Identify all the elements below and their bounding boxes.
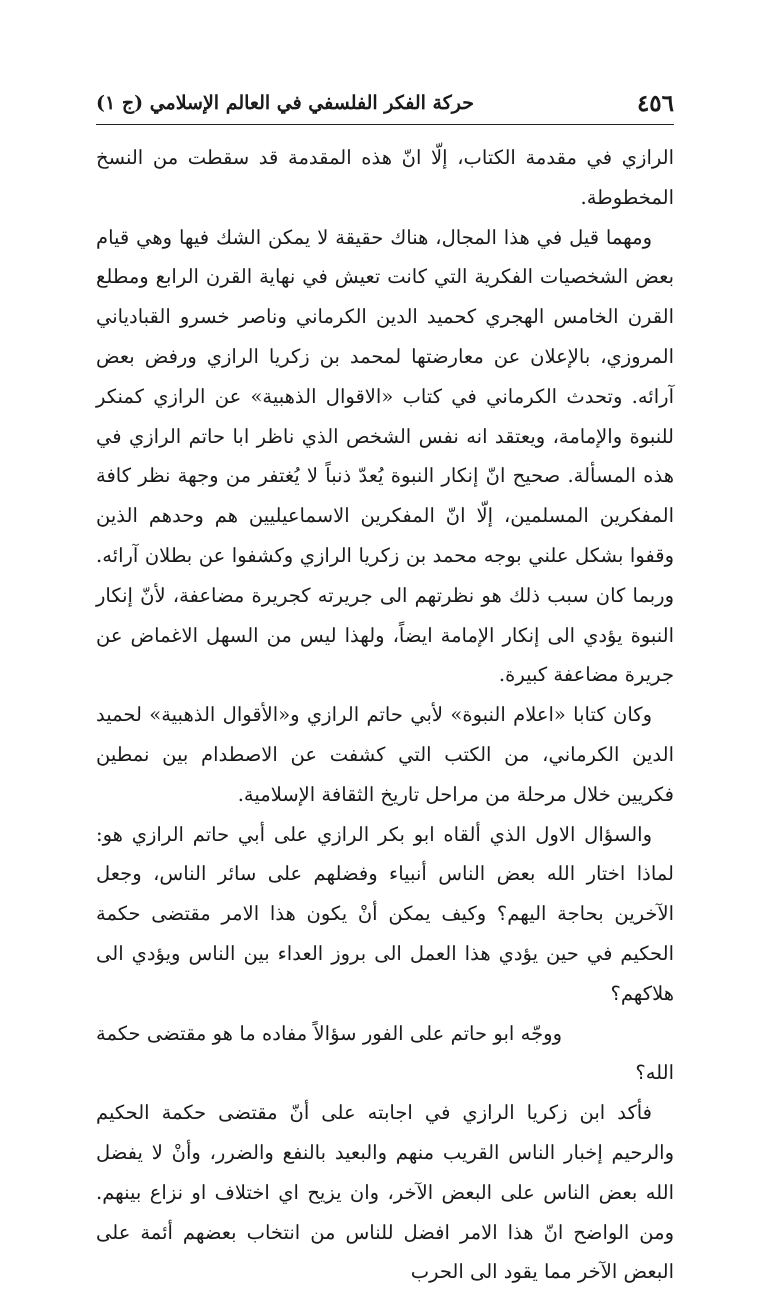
paragraph: وكان كتابا «اعلام النبوة» لأبي حاتم الرازي و«الأقوال الذهبية» لحميد الدين الكرماني، من الكتب التي كشفت عن الاصطدام بين نمطين فكريين خلال مرحلة من مراحل تاريخ الثقافة الإسلامية. xyxy=(96,703,674,806)
running-title: حركة الفكر الفلسفي في العالم الإسلامي (ج ١) xyxy=(96,92,475,114)
paragraph: ووجّه ابو حاتم على الفور سؤالاً مفاده ما هو مقتضى حكمة الله؟ xyxy=(96,1021,674,1085)
body-text xyxy=(96,138,674,1292)
paragraph: ومهما قيل في هذا المجال، هناك حقيقة لا يمكن الشك فيها وهي قيام بعض الشخصيات الفكرية التي كانت تعيش في نهاية القرن الرابع ومطلع القرن الخامس الهجري كحميد الدين الكرماني وناصر خسرو القبادياني المروزي، بالإعلان عن معارضتها لمحمد بن زكريا الرازي ورفض بعض آرائه. وتحدث الكرماني في كتاب «الاقوال الذهبية» عن الرازي كمنكر للنبوة والإمامة، ويعتقد انه نفس الشخص الذي ناظر ابا حاتم الرازي في هذه المسألة. صحيح انّ إنكار النبوة يُعدّ ذنباً لا يُغتفر من وجهة نظر كافة المفكرين المسلمين، إلّا انّ المفكرين الاسماعيليين هم وحدهم الذين وقفوا بشكل علني بوجه محمد بن زكريا الرازي وكشفوا عن بطلان آرائه. وربما كان سبب ذلك هو نظرتهم الى جريرته كجريرة مضاعفة، لأنّ إنكار النبوة يؤدي الى إنكار الإمامة ايضاً، ولهذا ليس من السهل الاغماض عن جريرة مضاعفة كبيرة. xyxy=(96,225,674,687)
page-header xyxy=(96,86,674,122)
paragraph: الرازي في مقدمة الكتاب، إلّا انّ هذه المقدمة قد سقطت من النسخ المخطوطة. xyxy=(96,146,674,209)
paragraph: والسؤال الاول الذي ألقاه ابو بكر الرازي على أبي حاتم الرازي هو: لماذا اختار الله بعض الناس أنبياء وفضلهم على سائر الناس، وجعل الآخرين بحاجة اليهم؟ وكيف يمكن أنْ يكون هذا الامر مقتضى حكمة الحكيم في حين يؤدي هذا العمل الى بروز العداء بين الناس ويؤدي الى هلاكهم؟ xyxy=(96,822,674,1005)
header-rule xyxy=(96,124,674,125)
page-number: ٤٥٦ xyxy=(636,90,674,117)
paragraph: فأكد ابن زكريا الرازي في اجابته على أنّ مقتضى حكمة الحكيم والرحيم إخبار الناس القريب منهم والبعيد بالنفع والضرر، وأنْ لا يفضل الله بعض الناس على البعض الآخر، وان يزيح اي اختلاف او نزاع بينهم. ومن الواضح انّ هذا الامر افضل للناس من انتخاب بعضهم أئمة على البعض الآخر مما يقود الى الحرب xyxy=(96,1101,674,1284)
